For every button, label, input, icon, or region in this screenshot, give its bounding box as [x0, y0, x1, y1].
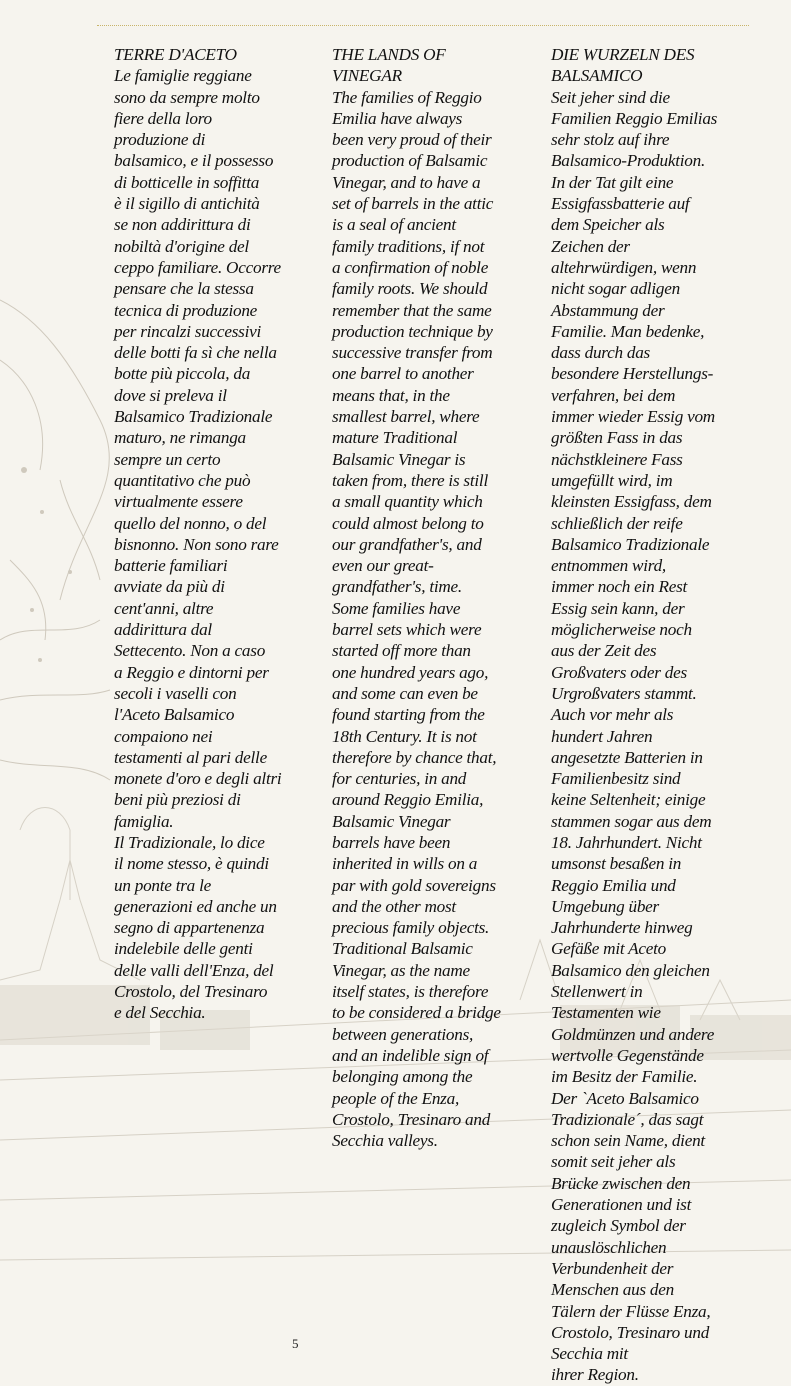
column-body-english: The families of Reggio Emilia have always been very proud of their production of Balsamic Vinegar, and to have a set of barrels in the attic is a seal of ancient family traditions, if not a confirmation of noble family roots. We should remember that the same production technique by successive transfer from one barrel to another means that, in the smallest barrel, where mature Traditional Balsamic Vinegar is taken from, there is still a small quantity which could almost belong to our grandfather's, and even our great- grandfather's, time. Some families have barrel sets which were started off more than one hundred years ago, and some can even be found starting from the 18th Century. It is not therefore by chance that, for centuries, in and around Reggio Emilia, Balsamic Vinegar barrels have been inherited in wills on a par with gold sovereigns and the other most precious family objects. Traditional Balsamic Vinegar, as the name itself states, is therefore to be considered a bridge between generations, and an indelible sign of belonging among the people of the Enza, Crostolo, Tresinaro and Secchia valleys. [332, 87, 501, 1151]
page-number: 5 [292, 1336, 299, 1351]
column-title-german: DIE WURZELN DES BALSAMICO [551, 45, 695, 86]
column-german [551, 44, 756, 1386]
column-body-german: Seit jeher sind die Familien Reggio Emilias sehr stolz auf ihre Balsamico-Produktion. In der Tat gilt eine Essigfassbatterie auf dem Speicher als Zeichen der altehrwürdigen, wenn nicht sogar adligen Abstammung der Familie. Man bedenke, dass durch das besondere Herstellungs- verfahren, bei dem immer wieder Essig vom größten Fass in das nächstkleinere Fass umgefüllt wird, im kleinsten Essigfass, dem schließlich der reife Balsamico Tradizionale entnommen wird, immer noch ein Rest Essig sein kann, der möglicherweise noch aus der Zeit des Großvaters oder des Urgroßvaters stammt. Auch vor mehr als hundert Jahren angesetzte Batterien in Familienbesitz sind keine Seltenheit; einige stammen sogar aus dem 18. Jahrhundert. Nicht umsonst besaßen in Reggio Emilia und Umgebung über Jahrhunderte hinweg Gefäße mit Aceto Balsamico den gleichen Stellenwert in Testamenten wie Goldmünzen und andere wertvolle Gegenstände im Besitz der Familie. Der `Aceto Balsamico Tradizionale´, das sagt schon sein Name, dient somit seit jeher als Brücke zwischen den Generationen und ist zugleich Symbol der unauslöschlichen Verbundenheit der Menschen aus den Tälern der Flüsse Enza, Crostolo, Tresinaro und Secchia mit ihrer Region. [551, 87, 718, 1385]
column-body-italian: Le famiglie reggiane sono da sempre molto fiere della loro produzione di balsamico, e il possesso di botticelle in soffitta è il sigillo di antichità se non addirittura di nobiltà d'origine del ceppo familiare. Occorre pensare che la stessa tecnica di produzione per rincalzi successivi delle botti fa sì che nella botte più piccola, da dove si preleva il Balsamico Tradizionale maturo, ne rimanga sempre un certo quantitativo che può virtualmente essere quello del nonno, o del bisnonno. Non sono rare batterie familiari avviate da più di cent'anni, altre addirittura dal Settecento. Non a caso a Reggio e dintorni per secoli i vaselli con l'Aceto Balsamico compaiono nei testamenti al pari delle monete d'oro e degli altri beni più preziosi di famiglia. Il Tradizionale, lo dice il nome stesso, è quindi un ponte tra le generazioni ed anche un segno di appartenenza indelebile delle genti delle valli dell'Enza, del Crostolo, del Tresinaro e del Secchia. [114, 66, 282, 1023]
column-english [332, 44, 532, 1151]
column-italian [114, 44, 314, 1024]
column-title-italian: TERRE D'ACETO [114, 45, 237, 64]
column-title-english: THE LANDS OF VINEGAR [332, 45, 446, 86]
top-divider-rule [97, 25, 749, 26]
